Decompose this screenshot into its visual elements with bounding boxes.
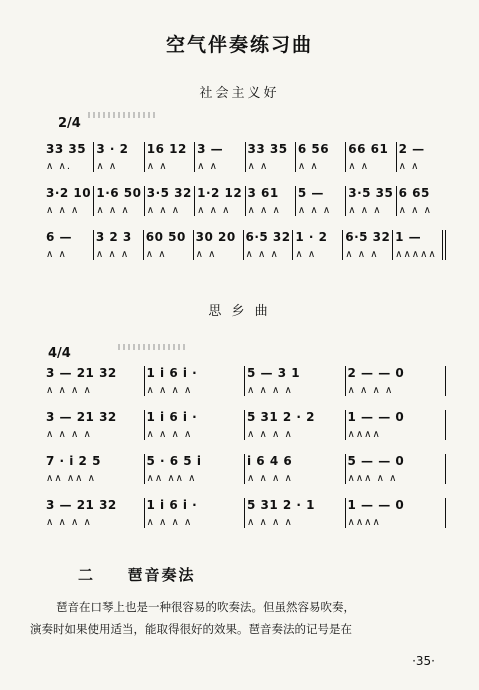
measure-notes: 6 65: [398, 186, 430, 200]
breath-marks: ∧ ∧ ∧ ∧: [46, 429, 92, 440]
breath-marks: ∧ ∧: [96, 161, 118, 172]
measure: [345, 366, 447, 396]
measure-notes: 60 50: [145, 230, 186, 244]
breath-marks: ∧ ∧ ∧ ∧: [247, 429, 293, 440]
breath-marks: ∧ ∧ ∧ ∧: [247, 385, 293, 396]
breath-marks: ∧ ∧: [145, 249, 167, 260]
measure-notes: 3 2 3: [95, 230, 132, 244]
breath-marks: ∧∧∧ ∧ ∧: [347, 473, 398, 484]
measure-notes: 5 — 3 1: [247, 366, 301, 380]
measure-notes: 2 — — 0: [347, 366, 405, 380]
ink-smudge: [118, 344, 188, 350]
breath-marks: ∧ ∧: [297, 161, 319, 172]
breath-marks: ∧ ∧: [398, 161, 420, 172]
measure: [193, 230, 243, 260]
breath-marks: ∧ ∧ ∧: [95, 249, 130, 260]
breath-marks: ∧ ∧ ∧: [146, 205, 181, 216]
breath-marks: ∧ ∧ ∧ ∧: [46, 517, 92, 528]
breath-marks: ∧ ∧ ∧: [348, 205, 382, 216]
measure-notes: 5 31 2 · 1: [247, 498, 316, 512]
score-row: [46, 142, 446, 172]
measure: [144, 186, 194, 216]
breath-marks: ∧ ∧: [197, 161, 218, 172]
measure-notes: 3 — 21 32: [46, 498, 117, 512]
breath-marks: ∧ ∧ ∧: [245, 249, 279, 260]
breath-marks: ∧ ∧ ∧ ∧: [347, 385, 394, 396]
measure: [144, 498, 245, 528]
breath-marks: ∧ ∧ ∧: [297, 205, 332, 216]
measure-notes: 3 — 21 32: [46, 410, 117, 424]
measure: [144, 410, 245, 440]
measure: [144, 454, 245, 484]
measure-notes: 5 —: [297, 186, 324, 200]
song-title-1: 社会主义好: [199, 86, 280, 101]
measure: [144, 366, 245, 396]
breath-marks: ∧ ∧: [146, 161, 168, 172]
measure-notes: 66 61: [348, 142, 389, 156]
measure-notes: 3 —: [197, 142, 224, 156]
measure: [345, 498, 447, 528]
breath-marks: ∧∧ ∧∧ ∧: [146, 473, 197, 484]
measure-notes: 1·6 50: [96, 186, 142, 200]
measure-notes: 3 61: [247, 186, 279, 200]
measure: [93, 230, 143, 260]
breath-marks: ∧ ∧: [348, 161, 370, 172]
measure: [245, 186, 295, 216]
measure-notes: 33 35: [46, 142, 87, 156]
score-row: [46, 366, 446, 396]
measure: [244, 454, 345, 484]
score-row: [46, 186, 446, 216]
measure: [46, 230, 93, 260]
measure: [345, 186, 395, 216]
measure: [345, 142, 395, 172]
measure: [345, 410, 447, 440]
breath-marks: ∧∧ ∧∧ ∧: [46, 473, 96, 484]
breath-marks: ∧ ∧ ∧ ∧: [146, 517, 193, 528]
measure: [396, 142, 446, 172]
score-row: [46, 410, 446, 440]
time-signature-2: 4/4: [48, 346, 71, 361]
measure: [396, 186, 446, 216]
breath-marks: ∧ ∧: [195, 249, 217, 260]
measure: [144, 142, 194, 172]
measure: [345, 454, 447, 484]
measure-notes: 16 12: [146, 142, 187, 156]
breath-marks: ∧ ∧ ∧ ∧: [247, 517, 293, 528]
measure-notes: 6·5 32: [345, 230, 391, 244]
measure: [243, 230, 293, 260]
section-title: 琶音奏法: [127, 566, 196, 584]
breath-marks: ∧∧∧∧: [347, 429, 381, 440]
breath-marks: ∧∧∧∧∧: [395, 249, 437, 260]
breath-marks: ∧ ∧ ∧ ∧: [146, 429, 193, 440]
measure-notes: 5 · 6 5 i: [146, 454, 202, 468]
page-title: 空气伴奏练习曲: [165, 34, 313, 56]
breath-marks: ∧ ∧ ∧: [345, 249, 379, 260]
breath-marks: ∧ ∧: [247, 161, 269, 172]
measure: [244, 498, 345, 528]
measure-notes: 1 i 6 i ·: [146, 366, 198, 380]
measure-notes: 6 —: [46, 230, 73, 244]
measure-notes: 7 · i 2 5: [46, 454, 101, 468]
breath-marks: ∧ ∧ ∧ ∧: [247, 473, 293, 484]
measure-notes: 1 · 2: [295, 230, 328, 244]
breath-marks: ∧ ∧ ∧: [46, 205, 80, 216]
breath-marks: ∧∧∧∧: [347, 517, 381, 528]
breath-marks: ∧ ∧ ∧: [197, 205, 231, 216]
section-heading: [78, 564, 196, 585]
measure-notes: 3·5 35: [348, 186, 394, 200]
measure: [46, 454, 144, 484]
measure-notes: 5 — — 0: [347, 454, 405, 468]
measure-notes: 1·2 12: [197, 186, 243, 200]
measure: [244, 366, 345, 396]
measure: [46, 498, 144, 528]
breath-marks: ∧ ∧: [46, 249, 67, 260]
measure: [342, 230, 392, 260]
time-signature-1: 2/4: [58, 116, 81, 131]
measure-notes: 1 — — 0: [347, 498, 405, 512]
measure: [245, 142, 295, 172]
measure-notes: 1 —: [395, 230, 422, 244]
measure-notes: 3·2 10: [46, 186, 92, 200]
measure-notes: 1 i 6 i ·: [146, 498, 198, 512]
breath-marks: ∧ ∧ ∧ ∧: [46, 385, 92, 396]
measure: [93, 142, 143, 172]
measure: [194, 186, 244, 216]
measure: [392, 230, 446, 260]
measure: [295, 142, 345, 172]
ink-smudge: [88, 112, 158, 118]
measure: [292, 230, 342, 260]
measure: [295, 186, 345, 216]
measure-notes: 3 — 21 32: [46, 366, 117, 380]
measure-notes: 3 · 2: [96, 142, 129, 156]
breath-marks: ∧ ∧: [295, 249, 317, 260]
measure: [46, 186, 93, 216]
breath-marks: ∧ ∧ ∧: [398, 205, 432, 216]
measure: [46, 366, 144, 396]
measure-notes: 2 —: [398, 142, 425, 156]
measure-notes: 30 20: [195, 230, 236, 244]
song-title-2: 思 乡 曲: [208, 304, 271, 319]
measure: [93, 186, 143, 216]
breath-marks: ∧ ∧.: [46, 161, 71, 172]
breath-marks: ∧ ∧ ∧: [96, 205, 130, 216]
breath-marks: ∧ ∧ ∧: [247, 205, 281, 216]
paragraph-line: 演奏时如果使用适当，能取得很好的效果。琶音奏法的记号是在: [30, 622, 352, 636]
measure-notes: 6·5 32: [245, 230, 291, 244]
paragraph-line: 琶音在口琴上也是一种很容易的吹奏法。但虽然容易吹奏，: [56, 600, 355, 614]
measure: [194, 142, 244, 172]
section-number: 二: [78, 566, 96, 584]
score-row: [46, 498, 446, 528]
measure-notes: 1 i 6 i ·: [146, 410, 198, 424]
measure-notes: 6 56: [297, 142, 330, 156]
measure: [244, 410, 345, 440]
measure: [143, 230, 193, 260]
measure-notes: 3·5 32: [146, 186, 192, 200]
score-row: [46, 230, 446, 260]
measure: [46, 142, 93, 172]
measure-notes: 1 — — 0: [347, 410, 405, 424]
measure-notes: 33 35: [247, 142, 288, 156]
page-number: ·35·: [412, 654, 435, 668]
score-row: [46, 454, 446, 484]
measure: [46, 410, 144, 440]
measure-notes: 5 31 2 · 2: [247, 410, 316, 424]
measure-notes: i 6 4 6: [247, 454, 293, 468]
breath-marks: ∧ ∧ ∧ ∧: [146, 385, 193, 396]
